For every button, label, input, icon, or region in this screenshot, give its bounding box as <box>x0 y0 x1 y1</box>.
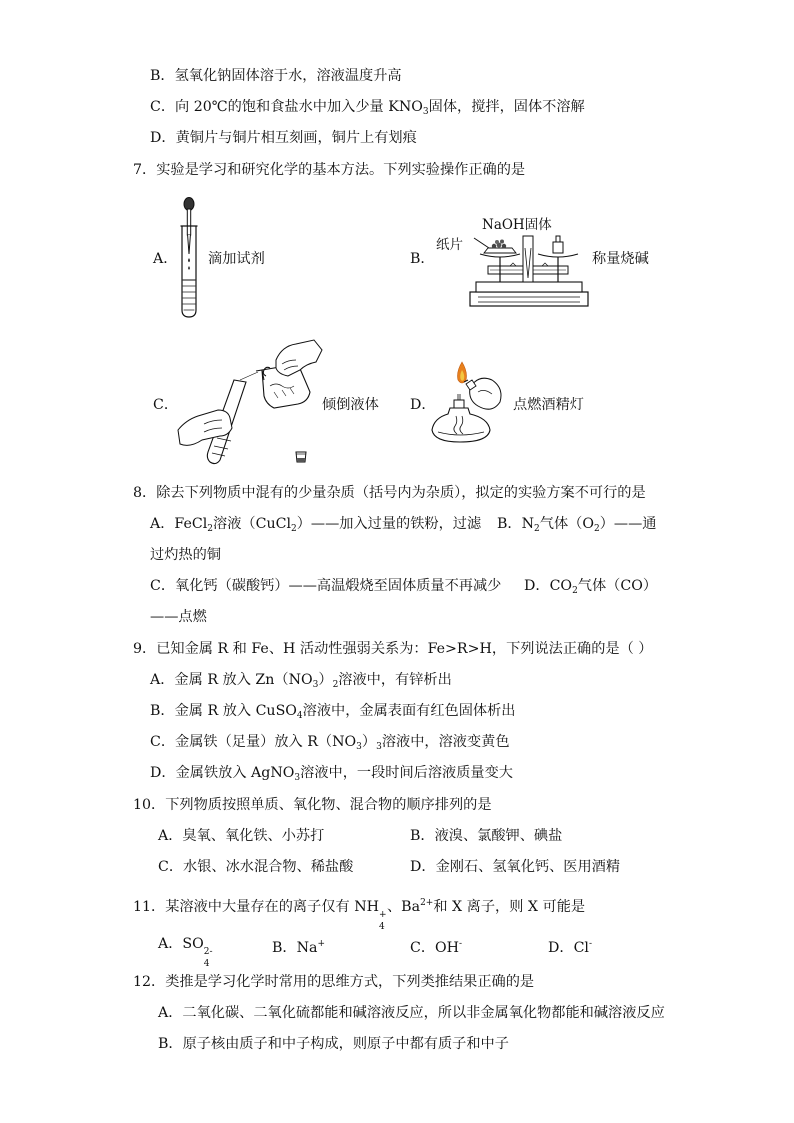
q7-option-a-caption: 滴加试剂 <box>208 251 265 267</box>
balance-figure <box>470 228 588 308</box>
q10-option-b: B．液溴、氯酸钾、碘盐 <box>410 828 563 844</box>
q9-c-pre: C．金属铁（足量）放入 R（NO <box>150 734 357 750</box>
q8-option-b <box>497 514 656 539</box>
q11-d-pre: D．Cl <box>548 940 589 956</box>
q8-b-mid: 气体（O <box>539 516 594 532</box>
q8-option-b-cont: 过灼热的铜 <box>150 547 221 563</box>
q9-a-sub: 3 <box>312 680 319 690</box>
q11-stem-sup2: 2+ <box>420 898 434 908</box>
q11-option-d <box>548 934 592 958</box>
q9-b-post: 溶液中，金属表面有红色固体析出 <box>302 703 516 719</box>
dropper-test-tube-figure <box>178 196 202 320</box>
q11-a-sub: 4 <box>203 959 210 969</box>
q7-option-d-caption: 点燃酒精灯 <box>513 397 584 413</box>
q10-stem: 10．下列物质按照单质、氧化物、混合物的顺序排列的是 <box>133 797 492 813</box>
q8-b-sub: 2 <box>534 524 540 534</box>
q8-b-pre: B．N <box>497 516 535 532</box>
q6-option-c <box>150 97 585 122</box>
q7-option-b-letter: B． <box>410 251 435 267</box>
q9-d-post: 溶液中，一段时间后溶液质量变大 <box>300 765 513 781</box>
q8-a-sub2: 2 <box>290 524 297 534</box>
naoh-label: NaOH固体 <box>482 217 552 233</box>
q6-option-b: B．氢氧化钠固体溶于水，溶液温度升高 <box>150 68 402 84</box>
q9-option-c <box>150 732 510 757</box>
q11-b-sup: + <box>317 939 326 949</box>
q11-option-c <box>410 934 462 958</box>
q9-c-sub: 3 <box>356 742 362 752</box>
q9-a-post: ） <box>318 672 333 688</box>
q11-option-b <box>272 934 325 958</box>
q6-option-c-post: 固体，搅拌，固体不溶解 <box>428 99 585 115</box>
q11-b-pre: B．Na <box>272 940 318 956</box>
q11-stem-post: 和 X 离子，则 X 可能是 <box>433 899 586 915</box>
q10-option-d: D．金刚石、氢氧化钙、医用酒精 <box>410 859 621 875</box>
q11-option-a <box>158 934 216 969</box>
q9-a-end: 溶液中，有锌析出 <box>338 672 452 688</box>
q8-a-pre: A．FeCl <box>150 516 208 532</box>
q11-stem-mid: 、Ba <box>386 899 421 915</box>
alcohol-lamp-figure <box>430 358 510 448</box>
q11-d-sup: - <box>588 939 593 949</box>
q9-c-sub2: 3 <box>376 742 382 752</box>
q8-a-sub: 2 <box>207 524 214 534</box>
pouring-liquid-figure <box>178 340 322 466</box>
q11-stem-pre: 11．某溶液中大量存在的离子仅有 NH <box>133 899 379 915</box>
q11-c-sup: - <box>459 939 463 949</box>
q9-option-d <box>150 763 513 788</box>
q7-option-c-caption: 倾倒液体 <box>322 397 379 413</box>
q8-option-d <box>524 576 657 601</box>
q9-d-pre: D．金属铁放入 AgNO <box>150 765 295 781</box>
q9-b-sub: 4 <box>296 711 303 721</box>
q9-stem: 9．已知金属 R 和 Fe、H 活动性强弱关系为：Fe>R>H，下列说法正确的是（ ） <box>133 641 653 657</box>
q7-option-d-letter: D． <box>410 397 436 413</box>
q9-a-sub2: 2 <box>332 680 339 690</box>
q8-option-c: C．氧化钙（碳酸钙）——高温煅烧至固体质量不再减少 <box>150 578 502 594</box>
q12-stem: 12．类推是学习化学时常用的思维方式，下列类推结果正确的是 <box>133 974 535 990</box>
q12-option-b: B．原子核由质子和中子构成，则原子中都有质子和中子 <box>158 1036 509 1052</box>
q9-b-pre: B．金属 R 放入 CuSO <box>150 703 297 719</box>
q6-option-c-pre: C．向 20℃的饱和食盐水中加入少量 KNO <box>150 99 423 115</box>
paper-label: 纸片 <box>436 237 463 253</box>
q11-c-pre: C．OH <box>410 940 460 956</box>
q8-option-a <box>150 514 481 539</box>
q9-option-b <box>150 701 515 726</box>
q7-option-a-letter: A． <box>153 251 178 267</box>
q9-d-sub: 3 <box>294 773 301 783</box>
q11-a-sup: 2- <box>203 947 213 957</box>
q8-a-mid: 溶液（CuCl <box>213 516 291 532</box>
q6-option-c-sub: 3 <box>422 107 429 117</box>
q8-a-post: ）——加入过量的铁粉，过滤 <box>296 516 482 532</box>
q10-option-c: C．水银、冰水混合物、稀盐酸 <box>158 859 354 875</box>
q8-option-d-cont: ——点燃 <box>150 609 207 625</box>
q7-stem: 7．实验是学习和研究化学的基本方法。下列实验操作正确的是 <box>133 162 526 178</box>
q11-stem-sub: 4 <box>378 922 385 932</box>
q7-option-b-caption: 称量烧碱 <box>592 251 649 267</box>
q12-option-a: A．二氧化碳、二氧化硫都能和碱溶液反应，所以非金属氧化物都能和碱溶液反应 <box>158 1005 665 1021</box>
q8-d-post: 气体（CO） <box>577 578 658 594</box>
q9-c-post: ） <box>361 734 377 750</box>
q8-d-pre: D．CO <box>524 578 573 594</box>
q6-option-d: D．黄铜片与铜片相互刻画，铜片上有划痕 <box>150 130 417 146</box>
stopper-icon <box>294 450 308 464</box>
q11-stem <box>133 893 586 932</box>
q9-c-end: 溶液中，溶液变黄色 <box>381 734 510 750</box>
q10-option-a: A．臭氧、氧化铁、小苏打 <box>158 828 325 844</box>
q9-a-pre: A．金属 R 放入 Zn（NO <box>150 672 313 688</box>
q9-option-a <box>150 670 452 695</box>
q11-stem-sup: + <box>378 910 387 920</box>
q7-option-c-letter: C． <box>153 397 179 413</box>
q8-d-sub: 2 <box>572 586 578 596</box>
q8-b-post: ）——通 <box>599 516 657 532</box>
q8-stem: 8．除去下列物质中混有的少量杂质（括号内为杂质），拟定的实验方案不可行的是 <box>133 485 646 501</box>
q8-b-sub2: 2 <box>593 524 600 534</box>
q11-a-pre: A．SO <box>158 936 204 952</box>
